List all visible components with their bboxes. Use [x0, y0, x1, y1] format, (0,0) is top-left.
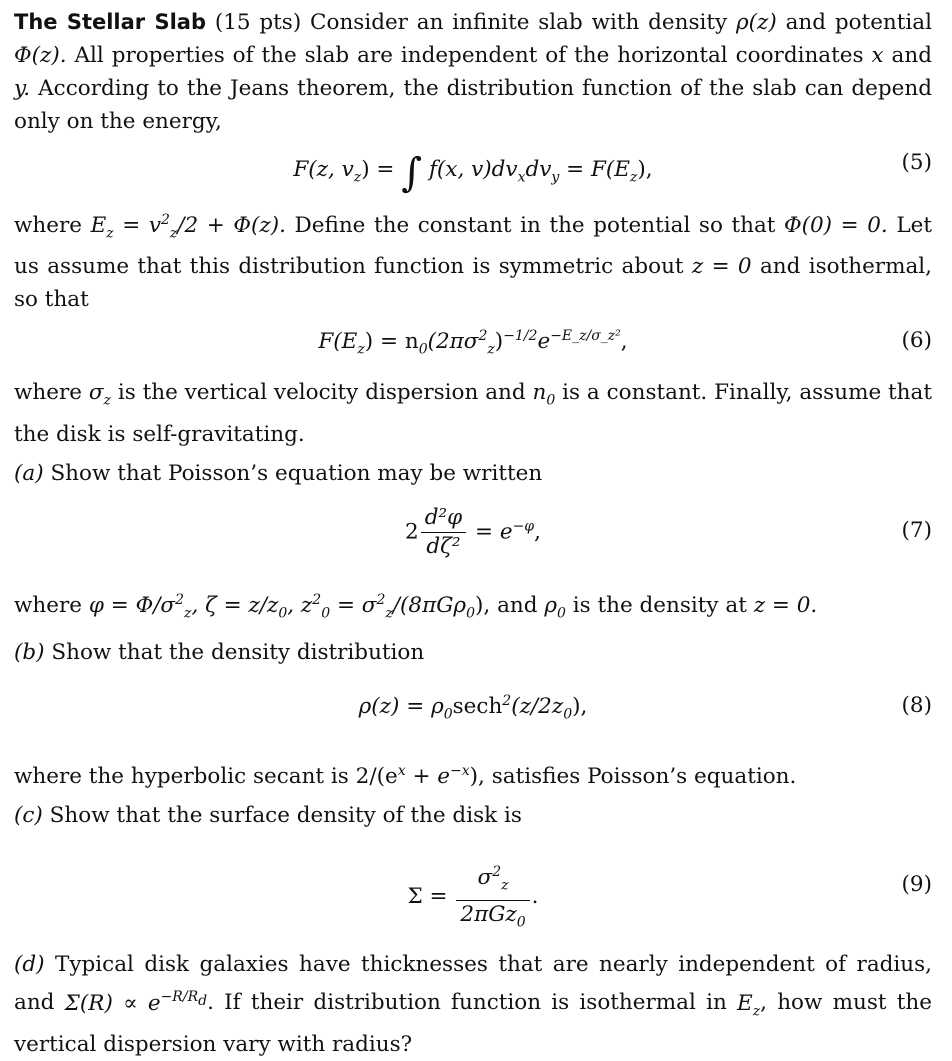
intro-and: and — [891, 43, 932, 68]
problem-document — [14, 6, 932, 1061]
paragraph-5: where the hyperbolic secant is $2/(e^x + e^{-x})$, satisfies Poisson’s equation. — [14, 763, 797, 790]
coord-x: x — [871, 43, 884, 68]
part-d-label: (d) — [14, 952, 45, 978]
equation-6-number: (6) — [901, 328, 932, 354]
paragraph-2: where $E_z = v^2_z/2 + \Phi(z)$. Define the constant in the potential so that Φ(0) = 0. Let us assume that this distribution function is symmetric about z = 0 and isothermal, so that — [14, 212, 932, 313]
equation-7-number: (7) — [901, 517, 932, 543]
part-d: (d) Typical disk galaxies have thicknesses that are nearly independent of radius, and $\Sigma(R) \propto e^{-R/R_d}$. If their distribution function is isothermal in $E_z$, how must the vertical dispersion vary with radius? — [14, 952, 933, 1057]
equation-5: F(z, $v_z$) = ∫ f(x, $v)dv_xdv_y = F(E_z)$, (5) — [293, 150, 932, 196]
part-d-text-1: Typical disk galaxies have thicknesses that are nearly independent of radius, and — [14, 952, 933, 1016]
equation-9-number: (9) — [901, 872, 932, 898]
equation-6: $F(E_z) = n_0(2\pi\sigma^2_z)^{-1/2}e^{-E\_z/\sigma\_z^2}$, (6) — [318, 328, 932, 358]
part-a — [14, 457, 932, 490]
rho-of-z: ρ(z) — [736, 10, 777, 35]
problem-title: The Stellar Slab — [14, 10, 206, 34]
paragraph-4: where $\varphi = \Phi/\sigma^2_z$, $\zeta = z/z_0$, $z^2_0 = \sigma^2_z/(8\pi G\rho_0)$, and $\rho_0$ is the density at z = 0. — [14, 591, 818, 622]
part-b-text: Show that the density distribution — [51, 640, 425, 666]
paragraph-3: where $\sigma_z$ is the vertical velocity dispersion and $n_0$ is a constant. Finally, assume that the disk is self-gravitating. — [14, 380, 932, 447]
intro-text-1: Consider an infinite slab with density — [310, 10, 728, 35]
phi-of-z: Φ(z). — [14, 43, 67, 68]
part-b — [14, 636, 932, 669]
intro-text-3: All properties of the slab are independent of the horizontal coordinates — [74, 43, 864, 68]
intro-paragraph — [14, 6, 932, 138]
equation-7: 2 $\frac{\text{d²φ}}{\text{dζ²}}$ = $e^{-\varphi}$, (7) — [405, 504, 932, 559]
part-a-text: Show that Poisson’s equation may be written — [50, 460, 543, 486]
coord-y: y. — [14, 76, 31, 101]
intro-text-4: According to the Jeans theorem, the distribution function of the slab can depend only on the energy, — [14, 76, 932, 134]
part-c — [14, 799, 932, 832]
part-c-label: (c) — [14, 803, 43, 829]
part-a-label: (a) — [14, 460, 44, 486]
equation-9: Σ = $\frac{\sigma^2_z}{2\pi Gz_0}$ . (9) — [14, 832, 932, 942]
intro-text-2: and potential — [785, 10, 932, 35]
part-b-label: (b) — [14, 640, 45, 666]
part-c-text: Show that the surface density of the disk is — [49, 803, 522, 829]
equation-8: $\rho(z) = \rho_0\sec h^2(z/2z_0)$, (8) — [358, 693, 932, 723]
problem-points: (15 pts) — [214, 10, 302, 35]
equation-8-number: (8) — [901, 693, 932, 719]
equation-5-number: (5) — [901, 150, 932, 175]
